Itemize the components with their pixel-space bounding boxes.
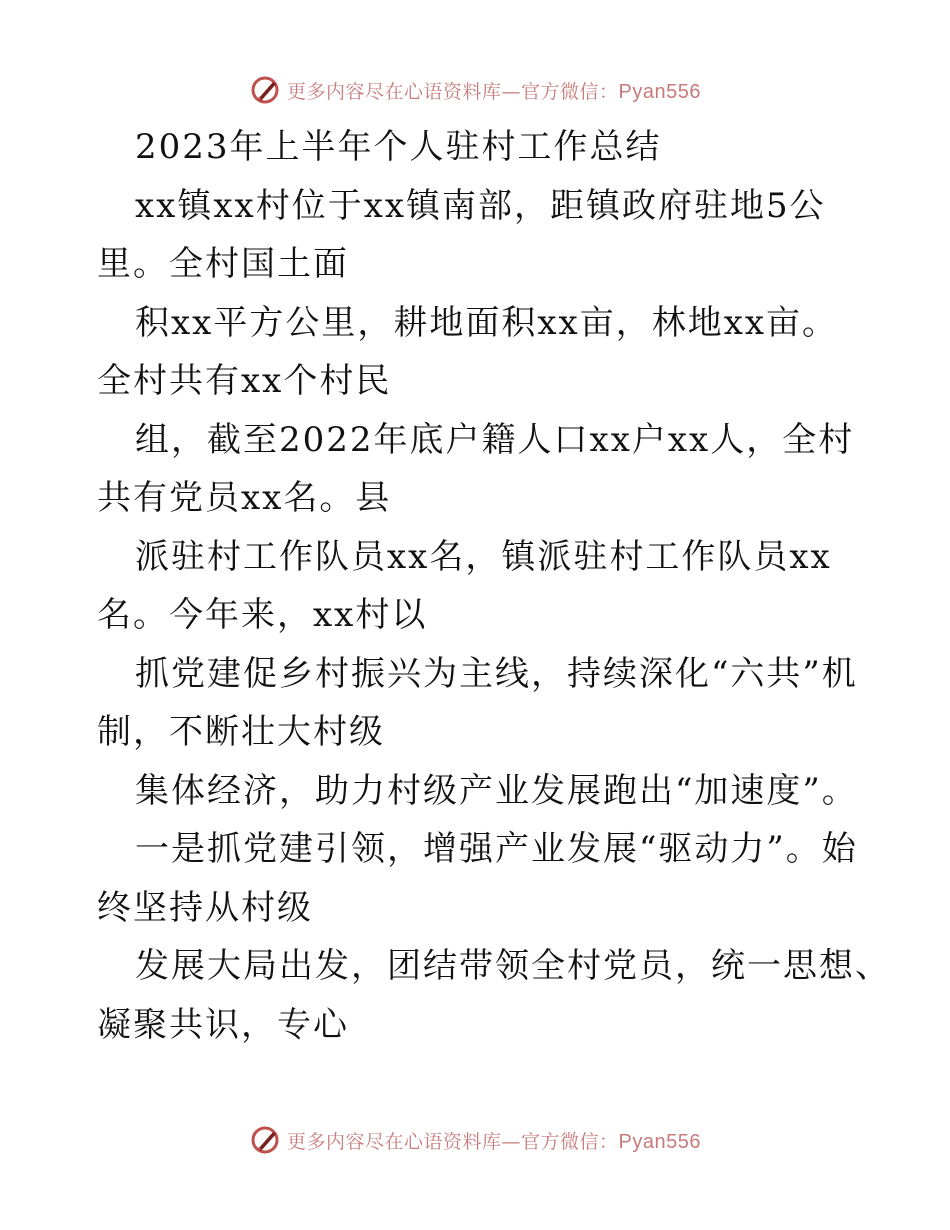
text-line: 发展大局出发，团结带领全村党员，统一思想、 bbox=[135, 946, 891, 986]
text-line: 凝聚共识，专心 bbox=[97, 1004, 349, 1045]
text-line: 全村共有xx个村民 bbox=[97, 361, 392, 401]
text-line: 共有党员xx名。县 bbox=[97, 478, 392, 518]
text-line: xx镇xx村位于xx镇南部，距镇政府驻地5公 bbox=[135, 185, 826, 226]
text-line: 终坚持从村级 bbox=[97, 887, 313, 928]
quill-pen-circle-logo-icon bbox=[249, 1124, 281, 1156]
document-title: 2023年上半年个人驻村工作总结 bbox=[135, 127, 662, 167]
text-line: 名。今年来，xx村以 bbox=[97, 595, 428, 635]
watermark-text: 更多内容尽在心语资料库—官方微信：Pyan556 bbox=[287, 1130, 701, 1153]
footer-watermark bbox=[0, 1120, 950, 1160]
text-line: 派驻村工作队员xx名，镇派驻村工作队员xx bbox=[135, 536, 832, 577]
header-watermark bbox=[0, 70, 950, 110]
text-line: 一是抓党建引领，增强产业发展“驱动力”。始 bbox=[135, 829, 858, 869]
text-line: 集体经济，助力村级产业发展跑出“加速度”。 bbox=[135, 770, 858, 811]
text-line: 制，不断壮大村级 bbox=[97, 712, 385, 752]
text-line: 组，截至2022年底户籍人口xx户xx人，全村 bbox=[135, 419, 855, 460]
watermark-text: 更多内容尽在心语资料库—官方微信：Pyan556 bbox=[287, 80, 701, 103]
quill-pen-circle-logo-icon bbox=[249, 74, 281, 106]
text-line: 里。全村国土面 bbox=[97, 244, 349, 284]
text-line: 抓党建促乡村振兴为主线，持续深化“六共”机 bbox=[135, 653, 858, 694]
document-body bbox=[97, 118, 891, 1054]
text-line: 积xx平方公里，耕地面积xx亩，林地xx亩。 bbox=[135, 302, 839, 343]
